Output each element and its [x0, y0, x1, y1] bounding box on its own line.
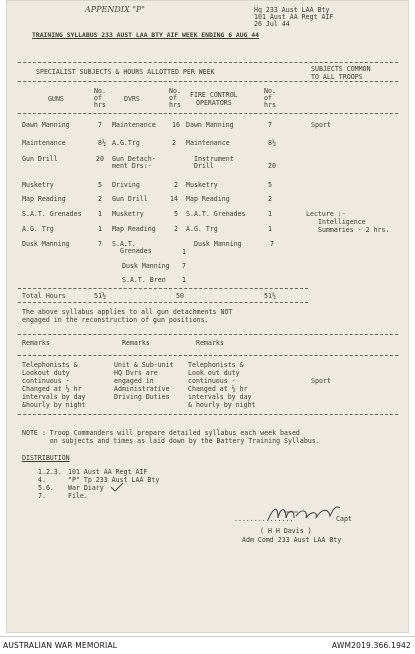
row-fc-subject: S.A.T. Grenades — [186, 210, 246, 218]
remarks-dvrs-line: Driving Duties — [114, 393, 170, 401]
col-dvrs-hrs-3: hrs — [169, 101, 181, 109]
row-guns-subject: A.G. Trg — [22, 225, 54, 233]
row-guns-subject: Gun Drill — [22, 155, 58, 163]
distribution-recipient: "P" Tp 233 Aust LAA Bty — [68, 476, 160, 484]
distribution-no: 7. — [38, 492, 46, 500]
col-guns-hrs-3: hrs — [94, 101, 106, 109]
accession-number: AWM2019.366.1942 — [331, 641, 411, 650]
row-fc-hours: 20 — [268, 162, 276, 170]
row-guns-subject: Maintenance — [22, 139, 66, 147]
row-fc-hours: 7 — [268, 121, 272, 129]
tick-mark-icon — [110, 482, 124, 492]
totals-label: Total Hours — [22, 292, 66, 300]
lecture-detail-2: Summaries - 2 hrs. — [318, 226, 390, 234]
distribution-no: 5.6. — [38, 484, 54, 492]
row-common: Lecture :- — [306, 210, 346, 218]
rule-header — [18, 81, 398, 82]
recon-note-1: The above syllabus applies to all gun detachments NOT — [22, 308, 233, 316]
remarks-dvrs-line: Unit & Sub-unit — [114, 361, 174, 369]
from-line-1: Hq 233 Aust LAA Bty — [254, 6, 330, 14]
row-fc-hours: 5 — [268, 181, 272, 189]
row-dvrs-hours: 16 — [172, 121, 180, 129]
distribution-recipient: War Diary — [68, 484, 104, 492]
row-guns-hours: 20 — [96, 155, 104, 163]
rule-top — [18, 62, 398, 63]
remarks-fc-line: & hourly by night — [188, 401, 256, 409]
signature-dots: ............... — [234, 515, 294, 523]
distribution-no: 4. — [38, 476, 46, 484]
signature-rank: Capt — [336, 515, 352, 523]
col-fc-hrs-3: hrs — [264, 101, 276, 109]
row-fc-hours: 1 — [268, 225, 272, 233]
col-fc-hrs-2: of — [264, 94, 272, 102]
totals-guns: 51½ — [94, 292, 106, 300]
remarks-head-guns: Remarks — [22, 339, 50, 347]
row-guns-hours: 1 — [98, 225, 102, 233]
archive-name: AUSTRALIAN WAR MEMORIAL — [3, 641, 118, 650]
row-dvrs-subject: A.G.Trg — [112, 139, 140, 147]
remarks-guns-line: Lookout duty — [22, 369, 70, 377]
row-guns-hours: 7 — [98, 121, 102, 129]
col-fire-control-2: OPERATORS — [196, 99, 232, 107]
note-line-2: on subjects and times as laid down by the Battery Training Syllabus. — [22, 437, 320, 445]
row-dvrs-subject: Musketry — [112, 210, 144, 218]
row-dvrs-subject: Maintenance — [112, 121, 156, 129]
col-dvrs-hrs-2: of — [169, 94, 177, 102]
rule-remarks-header — [18, 355, 398, 356]
rule-totals-top — [18, 288, 308, 289]
row-guns-subject: Map Reading — [22, 195, 66, 203]
distribution-heading: DISTRIBUTION — [22, 454, 70, 462]
rule-remarks-top — [18, 334, 398, 335]
row-dvrs-subject: Dusk Manning — [122, 262, 170, 270]
remarks-head-fc: Remarks — [196, 339, 224, 347]
from-line-2: 101 Aust AA Regt AIF — [254, 13, 334, 21]
row-fc-hours: 8½ — [268, 139, 276, 147]
remarks-fc-line: intervals by day — [188, 393, 252, 401]
row-dvrs-hours: 2 — [174, 225, 178, 233]
row-fc-subject: Instrument Drill — [194, 155, 234, 171]
col-guns: GUNS — [48, 95, 64, 103]
remarks-dvrs-line: HQ Dvrs are — [114, 369, 158, 377]
row-fc-subject: Musketry — [186, 181, 218, 189]
distribution-recipient: 101 Aust AA Regt AIF — [68, 468, 148, 476]
from-date: 26 Jul 44 — [254, 20, 290, 28]
col-guns-hrs-1: No. — [94, 87, 106, 95]
row-fc-hours: 7 — [270, 240, 274, 248]
row-dvrs-hours: 5 — [174, 210, 178, 218]
document-title: TRAINING SYLLABUS 233 AUST LAA BTY AIF WEEK ENDING 6 AUG 44 — [32, 31, 260, 39]
remarks-dvrs-line: Administrative — [114, 385, 170, 393]
specialist-heading: SPECIALIST SUBJECTS & HOURS ALLOTTED PER WEEK — [36, 68, 215, 76]
row-guns-subject: Dawn Manning — [22, 121, 70, 129]
distribution-no: 1.2.3. — [38, 468, 62, 476]
signatory-appointment: Adm Comd 233 Aust LAA Bty — [242, 536, 342, 544]
rule-columns — [18, 113, 398, 114]
row-fc-subject: Maintenance — [186, 139, 230, 147]
row-guns-subject: Musketry — [22, 181, 54, 189]
row-common: Sport — [311, 121, 331, 129]
distribution-recipient: File. — [68, 492, 88, 500]
row-guns-hours: 1 — [98, 210, 102, 218]
row-dvrs-subject: Gun Detach- ment Drs:- — [112, 155, 156, 171]
row-fc-hours: 1 — [268, 210, 272, 218]
row-dvrs-hours: 14 — [170, 195, 178, 203]
row-guns-hours: 5 — [98, 181, 102, 189]
row-dvrs-subject: Driving — [112, 181, 140, 189]
rule-remarks-bottom — [18, 414, 398, 415]
remarks-guns-line: intervals by day — [22, 393, 86, 401]
note-line-1: NOTE : Troop Commanders will prepare detailed syllabus each week based — [22, 429, 300, 437]
rule-totals-bottom — [18, 302, 308, 303]
row-dvrs-hours: 1 — [182, 276, 186, 284]
row-fc-subject: A.G. Trg — [186, 225, 218, 233]
common-heading-2: TO ALL TROOPS — [311, 73, 363, 81]
row-guns-subject: Dusk Manning — [22, 240, 70, 248]
row-dvrs-hours: 2 — [172, 139, 176, 147]
row-dvrs-subject: S.A.T. Grenades — [112, 240, 152, 256]
remarks-fc-line: Look out duty — [188, 369, 240, 377]
totals-fc: 51½ — [264, 292, 276, 300]
row-fc-subject: Map Reading — [186, 195, 230, 203]
col-fc-hrs-1: No. — [264, 87, 276, 95]
row-guns-hours: 7 — [98, 240, 102, 248]
common-heading-1: SUBJECTS COMMON — [311, 65, 371, 73]
row-guns-subject: S.A.T. Grenades — [22, 210, 82, 218]
remarks-guns-line: Changed at ½ hr — [22, 385, 82, 393]
row-dvrs-hours: 1 — [182, 248, 186, 256]
row-dvrs-hours: 2 — [174, 181, 178, 189]
row-fc-hours: 2 — [268, 195, 272, 203]
remarks-head-dvrs: Remarks — [122, 339, 150, 347]
signatory-name: ( H H Davis ) — [260, 527, 312, 535]
row-dvrs-subject: S.A.T. Bren — [122, 276, 166, 284]
recon-note-2: engaged in the reconstruction of gun positions. — [22, 316, 209, 324]
row-fc-subject: Dawn Manning — [186, 121, 234, 129]
remarks-fc-line: Changed at ½ hr — [188, 385, 248, 393]
remarks-common: Sport — [311, 377, 331, 385]
archive-footer — [0, 636, 415, 654]
remarks-fc-line: Telephonists & — [188, 361, 244, 369]
col-dvrs-hrs-1: No. — [169, 87, 181, 95]
col-fire-control-1: FIRE CONTROL — [190, 91, 238, 99]
lecture-detail-1: Intelligence — [318, 218, 366, 226]
remarks-guns-line: &hourly by night — [22, 401, 86, 409]
row-fc-subject: Dusk Manning — [194, 240, 242, 248]
totals-dvrs: 50 — [176, 292, 184, 300]
remarks-dvrs-line: engaged in — [114, 377, 154, 385]
row-dvrs-subject: Gun Drill — [112, 195, 148, 203]
remarks-fc-line: continuous - — [188, 377, 236, 385]
remarks-guns-line: continuous - — [22, 377, 70, 385]
remarks-guns-line: Telephonists & — [22, 361, 78, 369]
row-guns-hours: 2 — [98, 195, 102, 203]
document-page — [6, 0, 409, 633]
col-dvrs: DVRS — [124, 95, 140, 103]
row-guns-hours: 8½ — [98, 139, 106, 147]
row-dvrs-subject: Map Reading — [112, 225, 156, 233]
col-guns-hrs-2: of — [94, 94, 102, 102]
row-dvrs-hours: 7 — [182, 262, 186, 270]
appendix-annotation: APPENDIX "P" — [85, 5, 145, 14]
